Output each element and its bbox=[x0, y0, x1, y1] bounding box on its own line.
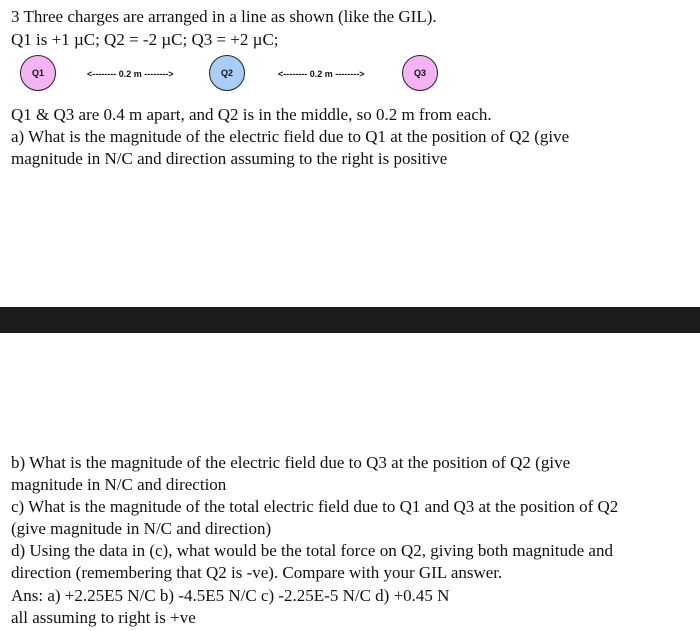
sign-convention-note: all assuming to right is +ve bbox=[11, 608, 196, 627]
problem-header: 3 Three charges are arranged in a line as shown (like the GIL). bbox=[11, 7, 437, 26]
divider-bar bbox=[0, 307, 700, 333]
part-a-line-3: magnitude in N/C and direction assuming to the right is positive bbox=[11, 149, 448, 168]
part-d-line-1: d) Using the data in (c), what would be the total force on Q2, giving both magnitude and bbox=[11, 541, 613, 560]
charge-q3: Q3 bbox=[402, 55, 438, 91]
part-a-line-2: a) What is the magnitude of the electric field due to Q1 at the position of Q2 (give bbox=[11, 127, 570, 146]
part-b-line-2: magnitude in N/C and direction bbox=[11, 475, 227, 494]
part-d-line-2: direction (remembering that Q2 is -ve). Compare with your GIL answer. bbox=[11, 563, 503, 582]
distance-label-right: <-------- 0.2 m --------> bbox=[278, 69, 365, 79]
answers-line: Ans: a) +2.25E5 N/C b) -4.5E5 N/C c) -2.25E-5 N/C d) +0.45 N bbox=[11, 586, 450, 605]
distance-label-left: <-------- 0.2 m --------> bbox=[87, 69, 174, 79]
charge-q1: Q1 bbox=[20, 55, 56, 91]
part-c-line-2: (give magnitude in N/C and direction) bbox=[11, 519, 272, 538]
charge-q2: Q2 bbox=[209, 55, 245, 91]
part-c-line-1: c) What is the magnitude of the total electric field due to Q1 and Q3 at the position of Q2 bbox=[11, 497, 619, 516]
part-a-line-1: Q1 & Q3 are 0.4 m apart, and Q2 is in the middle, so 0.2 m from each. bbox=[11, 105, 492, 124]
part-b-line-1: b) What is the magnitude of the electric field due to Q3 at the position of Q2 (give bbox=[11, 453, 571, 472]
charges-values: Q1 is +1 µC; Q2 = -2 µC; Q3 = +2 µC; bbox=[11, 30, 279, 49]
